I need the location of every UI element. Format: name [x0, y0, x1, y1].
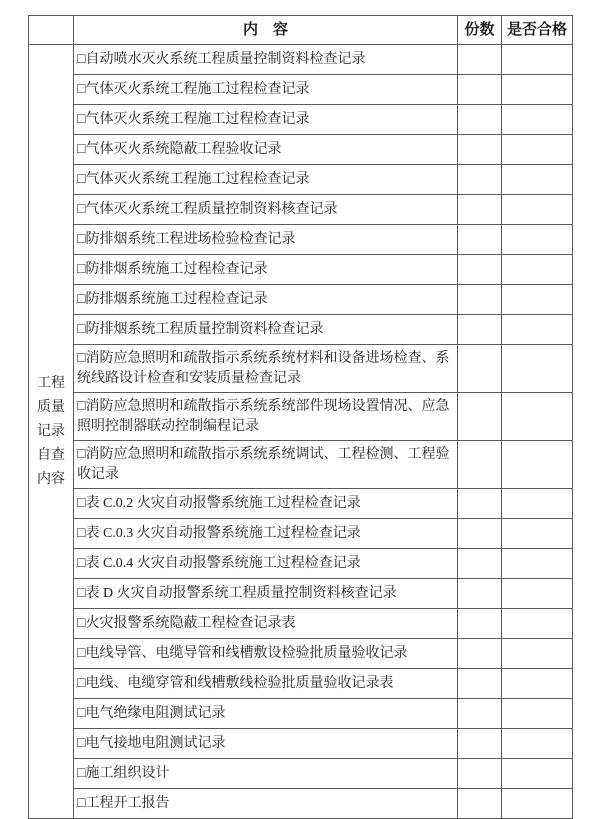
copies-cell — [458, 225, 502, 255]
table-row — [29, 759, 573, 789]
row-label: 火灾报警系统隐蔽工程检查记录表 — [85, 615, 296, 631]
qualified-cell — [502, 45, 573, 75]
checkbox-icon: □ — [77, 291, 86, 307]
copies-cell — [458, 135, 502, 165]
content-cell — [74, 45, 458, 75]
copies-cell — [458, 609, 502, 639]
content-cell — [74, 729, 458, 759]
content-cell — [74, 519, 458, 549]
copies-cell — [458, 75, 502, 105]
qualified-cell — [502, 255, 573, 285]
row-label: 气体灭火系统工程施工过程检查记录 — [85, 111, 310, 127]
table-row — [29, 135, 573, 165]
row-label: 防排烟系统工程质量控制资料检查记录 — [85, 321, 324, 337]
table-row — [29, 345, 573, 393]
row-label: 防排烟系统施工过程检查记录 — [85, 291, 268, 307]
qualified-cell — [502, 579, 573, 609]
content-cell — [74, 639, 458, 669]
qualified-cell — [502, 285, 573, 315]
copies-cell — [458, 441, 502, 489]
copies-cell — [458, 639, 502, 669]
row-label: 电气接地电阻测试记录 — [85, 735, 226, 751]
qualified-cell — [502, 135, 573, 165]
checkbox-icon: □ — [77, 795, 86, 811]
checkbox-icon: □ — [77, 261, 86, 277]
row-label: 消防应急照明和疏散指示系统系统部件现场设置情况、应急照明控制器联动控制编程记录 — [77, 399, 450, 434]
table-row — [29, 75, 573, 105]
checkbox-icon: □ — [77, 81, 86, 97]
content-cell — [74, 549, 458, 579]
side-label-cell — [29, 45, 74, 819]
row-label: 工程开工报告 — [85, 795, 170, 811]
content-cell — [74, 225, 458, 255]
qualified-cell — [502, 441, 573, 489]
qualified-cell — [502, 489, 573, 519]
content-cell — [74, 345, 458, 393]
copies-cell — [458, 285, 502, 315]
corner-cell — [29, 16, 74, 45]
checkbox-icon: □ — [77, 735, 86, 751]
row-label: 电气绝缘电阻测试记录 — [85, 705, 226, 721]
table-row — [29, 579, 573, 609]
copies-cell — [458, 669, 502, 699]
checkbox-icon: □ — [77, 321, 86, 337]
copies-cell — [458, 45, 502, 75]
qualified-cell — [502, 195, 573, 225]
qualified-cell — [502, 549, 573, 579]
row-label: 防排烟系统工程进场检验检查记录 — [85, 231, 296, 247]
content-cell — [74, 195, 458, 225]
copies-cell — [458, 549, 502, 579]
checkbox-icon: □ — [77, 585, 86, 601]
qualified-cell — [502, 759, 573, 789]
table-row — [29, 45, 573, 75]
row-label: 消防应急照明和疏散指示系统系统材料和设备进场检查、系统线路设计检查和安装质量检查记录 — [77, 351, 450, 386]
table-row — [29, 393, 573, 441]
copies-cell — [458, 165, 502, 195]
content-cell — [74, 669, 458, 699]
table-row — [29, 549, 573, 579]
qualified-cell — [502, 729, 573, 759]
copies-cell — [458, 579, 502, 609]
qualified-cell — [502, 639, 573, 669]
qualified-cell — [502, 105, 573, 135]
self-inspection-table — [28, 15, 573, 819]
qualified-cell — [502, 393, 573, 441]
qualified-cell — [502, 789, 573, 819]
copies-cell — [458, 195, 502, 225]
row-label: 防排烟系统施工过程检查记录 — [85, 261, 268, 277]
table-row — [29, 225, 573, 255]
copies-cell — [458, 489, 502, 519]
table-row — [29, 165, 573, 195]
copies-cell — [458, 393, 502, 441]
table-row — [29, 285, 573, 315]
table-row — [29, 255, 573, 285]
row-label: 电线、电缆穿管和线槽敷线检验批质量验收记录表 — [85, 675, 394, 691]
row-label: 气体灭火系统隐蔽工程验收记录 — [85, 141, 282, 157]
checkbox-icon: □ — [77, 51, 86, 67]
checkbox-icon: □ — [77, 399, 86, 414]
checkbox-icon: □ — [77, 495, 86, 511]
row-label: 表 C.0.4 火灾自动报警系统施工过程检查记录 — [85, 555, 361, 571]
content-cell — [74, 135, 458, 165]
checkbox-icon: □ — [77, 351, 86, 366]
qualified-cell — [502, 315, 573, 345]
checkbox-icon: □ — [77, 447, 86, 462]
qualified-cell — [502, 345, 573, 393]
side-label: 工程质量记录自查内容 — [37, 375, 65, 487]
table-row — [29, 195, 573, 225]
copies-cell — [458, 699, 502, 729]
row-label: 表 D 火灾自动报警系统工程质量控制资料核查记录 — [85, 585, 397, 601]
row-label: 气体灭火系统工程施工过程检查记录 — [85, 81, 310, 97]
table-row — [29, 699, 573, 729]
content-header: 内 容 — [74, 16, 458, 45]
checkbox-icon: □ — [77, 201, 86, 217]
checkbox-icon: □ — [77, 555, 86, 571]
content-cell — [74, 759, 458, 789]
row-label: 表 C.0.3 火灾自动报警系统施工过程检查记录 — [85, 525, 361, 541]
copies-cell — [458, 729, 502, 759]
content-cell — [74, 393, 458, 441]
table-row — [29, 315, 573, 345]
qualified-cell — [502, 75, 573, 105]
content-cell — [74, 255, 458, 285]
content-cell — [74, 789, 458, 819]
row-label: 施工组织设计 — [85, 765, 170, 781]
copies-cell — [458, 105, 502, 135]
row-label: 气体灭火系统工程施工过程检查记录 — [85, 171, 310, 187]
content-cell — [74, 75, 458, 105]
qualified-cell — [502, 699, 573, 729]
copies-cell — [458, 255, 502, 285]
table-row — [29, 609, 573, 639]
row-label: 电线导管、电缆导管和线槽敷设检验批质量验收记录 — [85, 645, 408, 661]
copies-cell — [458, 789, 502, 819]
checkbox-icon: □ — [77, 171, 86, 187]
table-row — [29, 489, 573, 519]
table-row — [29, 789, 573, 819]
table-row — [29, 105, 573, 135]
checkbox-icon: □ — [77, 705, 86, 721]
checkbox-icon: □ — [77, 231, 86, 247]
row-label: 消防应急照明和疏散指示系统系统调试、工程检测、工程验收记录 — [77, 447, 450, 482]
table-row — [29, 519, 573, 549]
qualified-header: 是否合格 — [502, 16, 573, 45]
content-cell — [74, 105, 458, 135]
checkbox-icon: □ — [77, 765, 86, 781]
table-row — [29, 441, 573, 489]
content-cell — [74, 315, 458, 345]
qualified-cell — [502, 609, 573, 639]
row-label: 表 C.0.2 火灾自动报警系统施工过程检查记录 — [85, 495, 361, 511]
copies-header: 份数 — [458, 16, 502, 45]
content-cell — [74, 699, 458, 729]
table-row — [29, 639, 573, 669]
copies-cell — [458, 519, 502, 549]
table-row — [29, 669, 573, 699]
copies-cell — [458, 315, 502, 345]
content-cell — [74, 165, 458, 195]
table-row — [29, 729, 573, 759]
row-label: 自动喷水灭火系统工程质量控制资料检查记录 — [85, 51, 366, 67]
copies-cell — [458, 345, 502, 393]
checkbox-icon: □ — [77, 111, 86, 127]
qualified-cell — [502, 519, 573, 549]
content-cell — [74, 285, 458, 315]
checkbox-icon: □ — [77, 645, 86, 661]
row-label: 气体灭火系统工程质量控制资料核查记录 — [85, 201, 338, 217]
checkbox-icon: □ — [77, 675, 86, 691]
copies-cell — [458, 759, 502, 789]
content-cell — [74, 609, 458, 639]
checkbox-icon: □ — [77, 615, 86, 631]
checkbox-icon: □ — [77, 141, 86, 157]
content-cell — [74, 579, 458, 609]
checklist-body — [29, 16, 573, 819]
qualified-cell — [502, 225, 573, 255]
table-header-row — [29, 16, 573, 45]
content-cell — [74, 441, 458, 489]
qualified-cell — [502, 165, 573, 195]
checkbox-icon: □ — [77, 525, 86, 541]
content-cell — [74, 489, 458, 519]
qualified-cell — [502, 669, 573, 699]
